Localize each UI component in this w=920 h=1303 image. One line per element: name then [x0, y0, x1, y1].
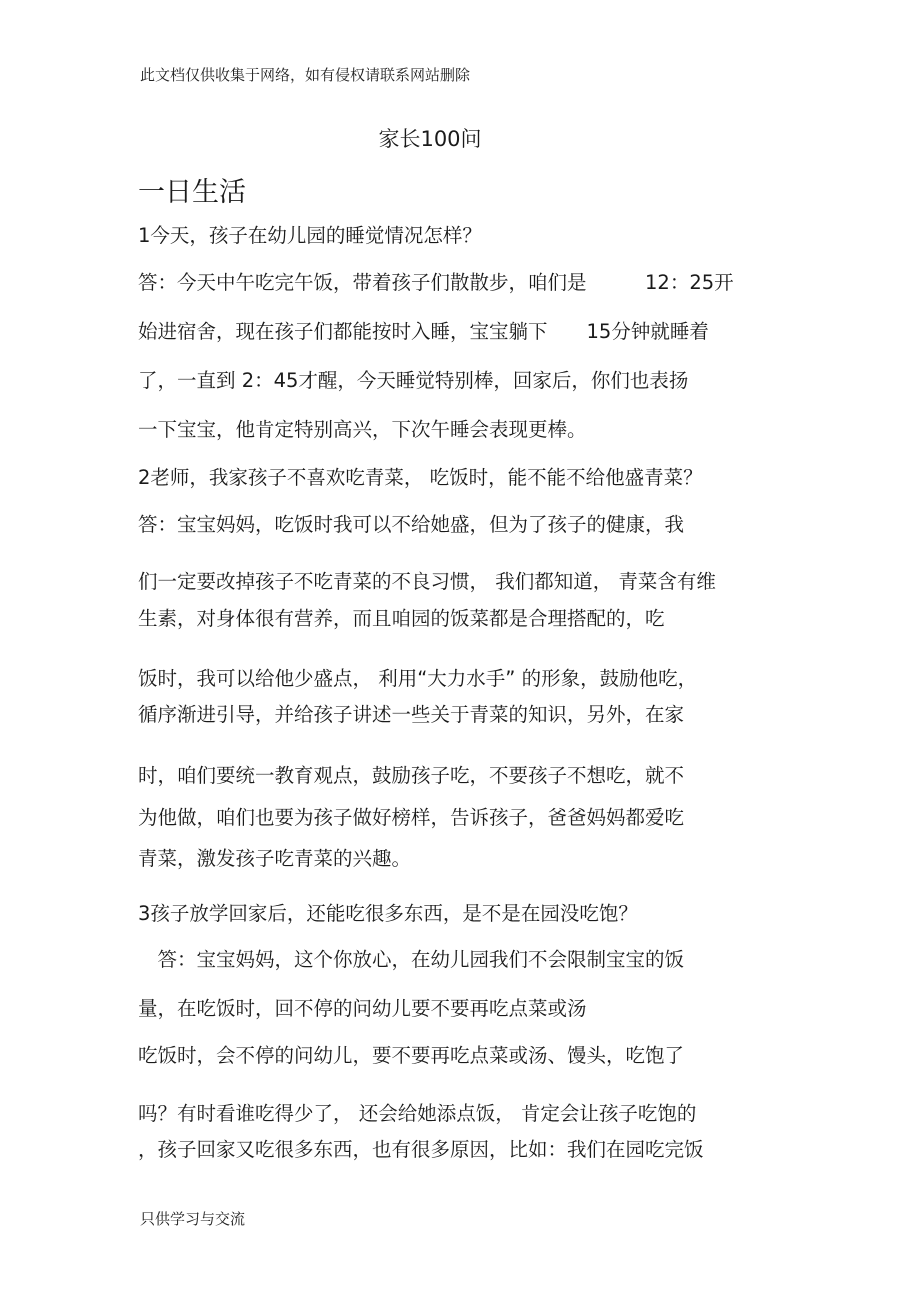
- answer-3-line-4: 吗？有时看谁吃得少了， 还会给她添点饭， 肯定会让孩子吃饱的: [138, 1102, 697, 1125]
- answer-1-line-2: 始进宿舍，现在孩子们都能按时入睡，宝宝躺下 15分钟就睡着: [138, 320, 709, 343]
- answer-2-line-1: 答：宝宝妈妈，吃饭时我可以不给她盛，但为了孩子的健康，我: [138, 513, 685, 536]
- answer-3-line-1: 答：宝宝妈妈，这个你放心，在幼儿园我们不会限制宝宝的饭: [138, 948, 685, 971]
- answer-1-line-4: 一下宝宝，他肯定特别高兴，下次午睡会表现更棒。: [138, 418, 587, 441]
- answer-2-line-4: 饭时，我可以给他少盛点， 利用“大力水手” 的形象，鼓励他吃，: [138, 667, 698, 690]
- page-header: 此文档仅供收集于网络，如有侵权请联系网站删除: [140, 66, 471, 84]
- answer-3-line-2: 量，在吃饭时，回不停的问幼儿要不要再吃点菜或汤: [138, 997, 587, 1020]
- document-title: 家长100问: [378, 127, 482, 151]
- answer-2-line-6: 时，咱们要统一教育观点，鼓励孩子吃，不要孩子不想吃，就不: [138, 764, 685, 787]
- answer-2-line-7: 为他做，咱们也要为孩子做好榜样，告诉孩子，爸爸妈妈都爱吃: [138, 806, 685, 829]
- question-3-line: 3孩子放学回家后，还能吃很多东西，是不是在园没吃饱？: [138, 902, 638, 925]
- question-1-line: 1今天，孩子在幼儿园的睡觉情况怎样？: [138, 224, 482, 247]
- answer-3-line-5: ，孩子回家又吃很多东西，也有很多原因，比如：我们在园吃完饭: [138, 1138, 704, 1161]
- page-footer: 只供学习与交流: [140, 1210, 246, 1228]
- answer-2-line-5: 循序渐进引导，并给孩子讲述一些关于青菜的知识，另外，在家: [138, 703, 685, 726]
- answer-2-line-8: 青菜，激发孩子吃青菜的兴趣。: [138, 847, 412, 870]
- answer-2-line-2: 们一定要改掉孩子不吃青菜的不良习惯， 我们都知道， 青菜含有维: [138, 570, 716, 593]
- answer-1-line-3: 了，一直到 2：45才醒，今天睡觉特别棒，回家后，你们也表扬: [138, 369, 689, 392]
- section-heading: 一日生活: [138, 177, 246, 208]
- answer-2-line-3: 生素，对身体很有营养，而且咱园的饭菜都是合理搭配的，吃: [138, 607, 665, 630]
- answer-3-line-3: 吃饭时，会不停的问幼儿，要不要再吃点菜或汤、馒头，吃饱了: [138, 1044, 685, 1067]
- answer-1-line-1: 答：今天中午吃完午饭，带着孩子们散散步，咱们是 12：25开: [138, 271, 734, 294]
- question-2-line: 2老师，我家孩子不喜欢吃青菜， 吃饭时，能不能不给他盛青菜？: [138, 466, 703, 489]
